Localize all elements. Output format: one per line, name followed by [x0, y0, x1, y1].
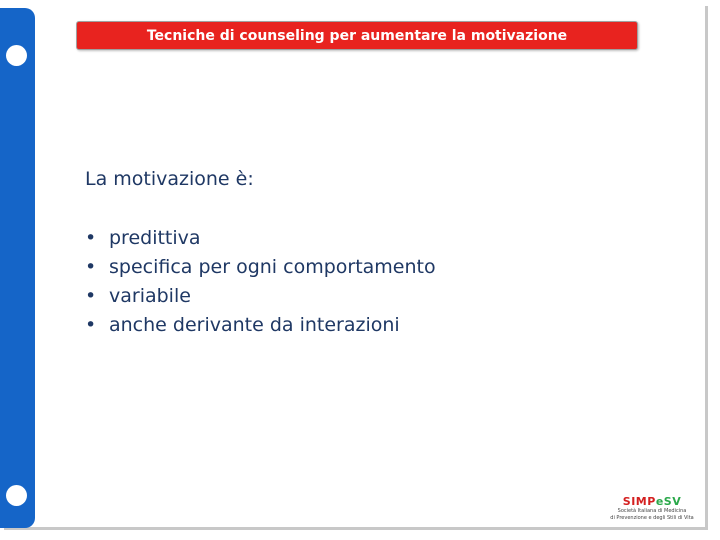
simpesv-logo	[596, 496, 708, 526]
bullet-text: variabile	[109, 285, 191, 307]
bullet-text: specifica per ogni comportamento	[109, 256, 436, 278]
list-item	[85, 283, 436, 312]
sidebar-dot-bottom	[6, 485, 27, 506]
logo-wordmark	[596, 496, 708, 507]
bullet-marker: •	[85, 314, 97, 336]
logo-brand-e: e	[655, 495, 664, 508]
sidebar-dot-top	[6, 45, 27, 66]
logo-brand-simp: SIMP	[622, 495, 656, 508]
bullet-marker: •	[85, 285, 97, 307]
list-item	[85, 254, 436, 283]
bullet-list	[85, 225, 436, 341]
slide-title: Tecniche di counseling per aumentare la motivazione	[76, 21, 638, 50]
intro-text: La motivazione è:	[85, 168, 254, 190]
bullet-text: anche derivante da interazioni	[109, 314, 400, 336]
bullet-text: predittiva	[109, 227, 201, 249]
bullet-marker: •	[85, 227, 97, 249]
logo-subtitle-line1: Società Italiana di Medicina	[617, 508, 687, 514]
left-sidebar-bar	[0, 8, 35, 528]
list-item	[85, 312, 436, 341]
bullet-marker: •	[85, 256, 97, 278]
logo-subtitle-line2: di Prevenzione e degli Stili di Vita	[610, 515, 694, 521]
list-item	[85, 225, 436, 254]
logo-brand-sv: SV	[663, 495, 682, 508]
